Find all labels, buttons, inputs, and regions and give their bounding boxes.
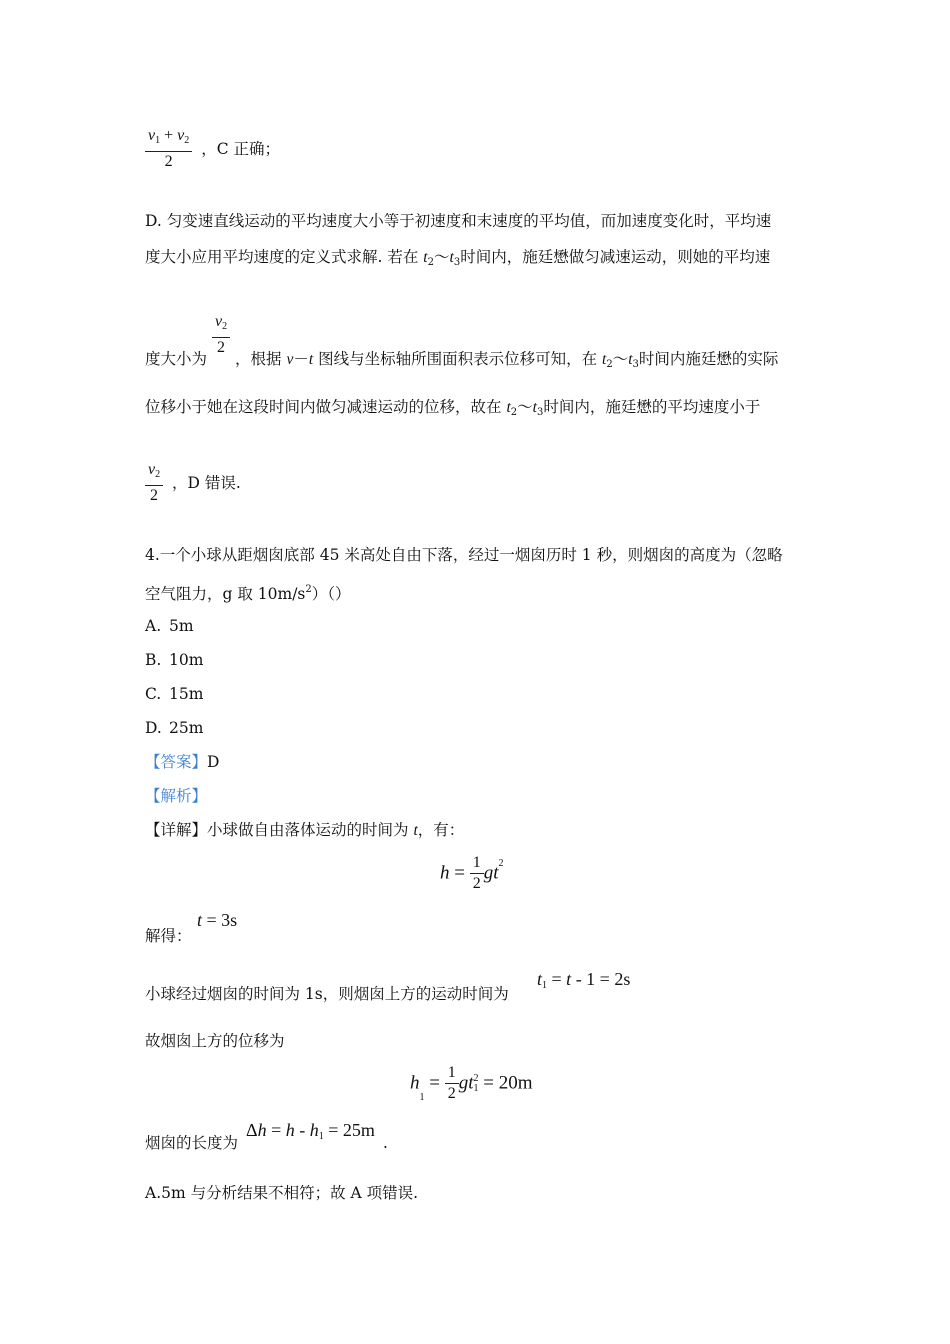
option-d: D. 25m bbox=[145, 719, 204, 737]
option-b: B. 10m bbox=[145, 651, 204, 669]
equation-free-fall: h = $\frac{1}{2}$ $gt^2$ bbox=[440, 854, 504, 892]
passing-time-line: 小球经过烟囱的时间为 1s，则烟囱上方的运动时间为 bbox=[145, 985, 509, 1003]
line-c-correct: $\frac{v_1 + v_2}{2}$ ，C 正确； bbox=[145, 126, 280, 172]
line-d-1: D. 匀变速直线运动的平均速度大小等于初速度和末速度的平均值，而加速度变化时，平均速 bbox=[145, 212, 772, 230]
period: . bbox=[383, 1134, 388, 1152]
option-a: A. 5m bbox=[145, 617, 194, 635]
fraction-avg-velocity: $\frac{v_1 + v_2}{2}$ bbox=[145, 126, 192, 172]
conclusion-line: A.5m 与分析结果不相符；故 A 项错误. bbox=[145, 1184, 419, 1202]
detail-line: 【详解】小球做自由落体运动的时间为 t，有： bbox=[145, 821, 465, 839]
fraction-v2-over-2: $\frac{v_2}{2}$ bbox=[212, 312, 230, 358]
equation-h1: $h_1$ = $\frac{1}{2}$ gt 2 1 = 20m bbox=[410, 1064, 533, 1103]
fraction-v2-over-2-b: $\frac{v_2}{2}$ bbox=[145, 460, 163, 506]
equation-delta-h: $\Delta h = h - h_1 = 25m$ bbox=[246, 1120, 375, 1142]
option-c: C. 15m bbox=[145, 685, 204, 703]
answer-line bbox=[145, 752, 219, 772]
equation-t1: $t_1 = t - 1 = 2s$ bbox=[537, 969, 631, 991]
line-d-5: $\frac{v_2}{2}$ ，D 错误. bbox=[145, 460, 241, 506]
solve-label: 解得： bbox=[145, 927, 192, 945]
question-4-line-1: 4.一个小球从距烟囱底部 45 米高处自由下落，经过一烟囱历时 1 秒，则烟囱的高度为（忽略 bbox=[145, 546, 783, 564]
equation-time: t = 3s bbox=[197, 910, 238, 930]
line-d-4: 位移小于她在这段时间内做匀减速运动的位移，故在 $t_2\sim t_3$时间内，施廷懋的平均速度小于 bbox=[145, 398, 761, 418]
analysis-tag: 【解析】 bbox=[145, 787, 208, 805]
question-4-line-2: 空气阻力，g 取 $10m/s^2)()$ bbox=[145, 584, 351, 603]
length-label: 烟囱的长度为 bbox=[145, 1134, 239, 1152]
answer-tag: 【答案】 bbox=[145, 753, 208, 771]
displacement-label: 故烟囱上方的位移为 bbox=[145, 1032, 285, 1050]
line-d-3: 度大小为 $\frac{v_2}{2}$ ，根据 v－t 图线与坐标轴所围面积表示位移可知，在 $t_2\sim t_3$时间内施廷懋的实际 bbox=[145, 313, 779, 370]
line-d-2: 度大小应用平均速度的定义式求解. 若在 $t_2\sim t_3$时间内，施廷懋做匀减速运动，则她的平均速 bbox=[145, 248, 771, 268]
answer-value: D bbox=[207, 753, 220, 771]
